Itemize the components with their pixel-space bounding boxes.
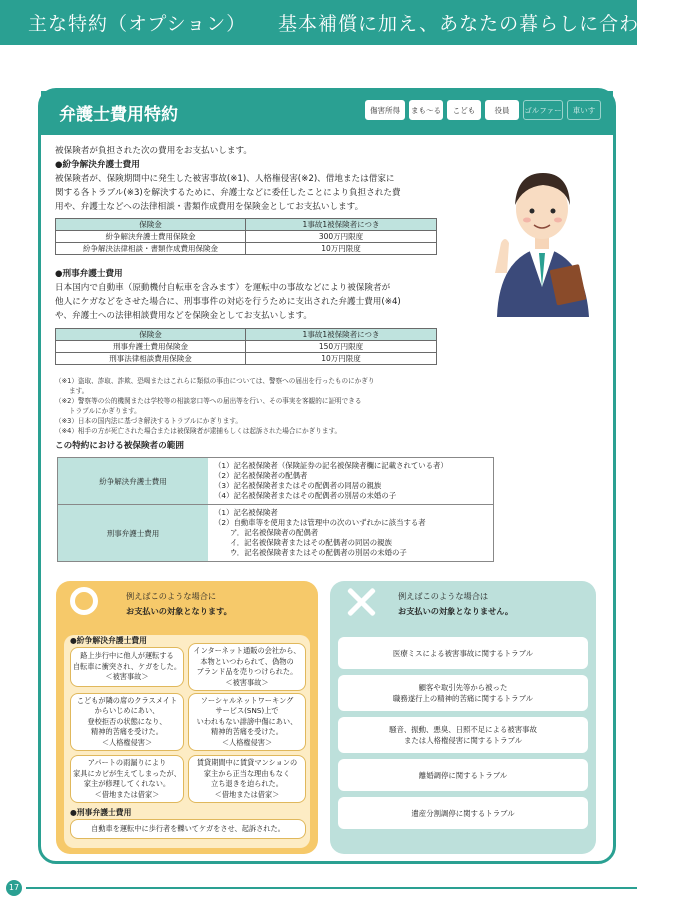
cross-icon	[346, 587, 376, 617]
table-header: 保険金	[56, 329, 246, 341]
scope-item: ウ．記名被保険者またはその配偶者の別居の未婚の子	[230, 548, 407, 557]
example-line: 路上歩行中に他人が運転する	[80, 651, 174, 661]
example-line: インターネット通販の会社から、	[193, 646, 301, 655]
covered-example	[70, 755, 184, 803]
tag-6: 車いす	[567, 100, 601, 120]
not-covered-heading	[398, 589, 588, 619]
scope-item: （3）記名被保険者またはその配偶者の同居の親族	[214, 481, 382, 490]
example-line: こどもが隣の席のクラスメイト	[76, 695, 178, 705]
section2-table	[55, 328, 437, 365]
example-line: ブランド品を売りつけられた。	[196, 667, 298, 676]
covered-sub-criminal: ●刑事弁護士費用	[70, 808, 132, 817]
top-banner	[0, 0, 699, 45]
covered-example	[188, 643, 306, 691]
covered-examples-panel	[56, 581, 318, 854]
footer-rule	[26, 887, 637, 889]
table-cell: 300万円限度	[246, 231, 437, 243]
table-header: 保険金	[56, 219, 246, 231]
table-cell: 150万円限度	[246, 341, 437, 353]
scope-label: 刑事弁護士費用	[58, 505, 208, 561]
not-covered-item	[338, 759, 588, 791]
scope-row	[58, 458, 493, 505]
scope-item: （4）記名被保険者またはその配偶者の別居の未婚の子	[214, 491, 397, 500]
not-covered-item	[338, 675, 588, 711]
item-line: 顧客や取引先等から被った	[418, 683, 508, 692]
example-line: 家主が修理してくれない。	[83, 779, 171, 788]
section1-table	[55, 218, 437, 255]
scope-item: （2）記名被保険者の配偶者	[214, 471, 308, 480]
example-line: 登校拒否の状態になり、	[87, 716, 167, 726]
section1-line: 被保険者が、保険期間中に発生した被害事故(※1)、人格権侵害(※2)、借地または借家に	[55, 174, 395, 184]
example-line: 立ち退きを迫られた。	[211, 779, 283, 788]
not-covered-heading-line1: 例えばこのような場合は	[398, 591, 489, 601]
banner-title: 主な特約（オプション）	[28, 13, 247, 35]
table-header: 1事故1被保険者につき	[246, 219, 437, 231]
footnote: （※4）相手の方が死亡された場合または被保険者が逮捕もしくは起訴された場合にかぎります。	[55, 427, 342, 435]
scope-heading: この特約における被保険者の範囲	[55, 441, 184, 451]
example-line: ＜人格権侵害＞	[221, 737, 273, 747]
covered-example	[188, 755, 306, 803]
scope-item: ア．記名被保険者の配偶者	[230, 528, 319, 537]
card-title: 弁護士費用特約	[59, 105, 178, 125]
example-line: 精神的苦痛を受けた。	[91, 727, 163, 737]
section1-heading: ●紛争解決弁護士費用	[55, 160, 140, 170]
example-line: ＜人格権侵害＞	[101, 737, 153, 747]
example-line: 本物といつわられて、偽物の	[200, 656, 294, 666]
tag-5: ゴルファー	[523, 100, 563, 120]
not-covered-item	[338, 717, 588, 753]
not-covered-item	[338, 637, 588, 669]
scope-item: （2）自動車等を使用または管理中の次のいずれかに該当する者	[214, 518, 426, 527]
footnote: （※2）警察等の公的機関または学校等の相談窓口等への届出等を行い、その事実を客観的に証明できる	[55, 397, 362, 405]
tag-3: こども	[447, 100, 481, 120]
example-line: サービス(SNS)上で	[215, 706, 279, 716]
not-covered-heading-line2: お支払いの対象となりません。	[398, 606, 514, 616]
example-line: 精神的苦痛を受けた。	[211, 727, 283, 737]
example-line: いわれもない誹謗中傷にあい、	[196, 716, 298, 726]
scope-item: イ．記名被保険者またはその配偶者の同居の親族	[230, 538, 392, 547]
table-cell: 10万円限度	[246, 353, 437, 365]
item-line: 医療ミスによる被害事故に関するトラブル	[392, 648, 534, 658]
item-line: 職務遂行上の精神的苦痛に関するトラブル	[392, 694, 534, 703]
example-line: ソーシャルネットワーキング	[200, 695, 294, 705]
scope-row	[58, 505, 493, 561]
table-cell: 紛争解決弁護士費用保険金	[56, 231, 246, 243]
card-header	[41, 91, 613, 135]
scope-label: 紛争解決弁護士費用	[58, 458, 208, 504]
table-cell: 10万円限度	[246, 243, 437, 255]
section1-line: 用や、弁護士などへの法律相談・書類作成費用を保険金としてお支払いします。	[55, 202, 364, 212]
section2-line: 他人にケガなどをさせた場合に、刑事事件の対応を行うために支出された弁護士費用(※4)	[55, 297, 401, 307]
section1-line: 関する各トラブル(※3)を解決するために、弁護士などに委任したことにより負担された費	[55, 188, 401, 198]
table-cell: 刑事法律相談費用保険金	[56, 353, 246, 365]
tag-4: 役員	[485, 100, 519, 120]
footnote: ます。	[69, 387, 89, 395]
tag-1: 傷害所得	[365, 100, 405, 120]
table-cell: 紛争解決法律相談・書類作成費用保険金	[56, 243, 246, 255]
example-line: ＜借地または借家＞	[214, 789, 280, 799]
example-line: からいじめにあい、	[94, 706, 160, 716]
covered-example	[188, 693, 306, 751]
rider-card	[38, 88, 616, 864]
circle-icon	[70, 587, 98, 615]
example-line: ＜被害事故＞	[105, 672, 149, 682]
page-number: 17	[6, 880, 22, 896]
scope-values	[208, 505, 493, 561]
insured-scope-table	[57, 457, 494, 562]
example-line: 賃貸期間中に賃貸マンションの	[196, 758, 298, 767]
footnote: （※3）日本の国内法に基づき解決するトラブルにかぎります。	[55, 417, 242, 425]
scope-item: （1）記名被保険者	[214, 508, 278, 517]
example-line: 自動車を運転中に歩行者を轢いてケガをさせ、起訴された。	[91, 823, 285, 833]
covered-heading	[126, 589, 306, 619]
lawyer-illustration	[487, 147, 597, 317]
tag-2: まも〜る	[409, 100, 443, 120]
covered-example	[70, 647, 184, 687]
section2-line: 日本国内で自動車（原動機付自転車を含みます）を運転中の事故などにより被保険者が	[55, 283, 391, 293]
table-cell: 刑事弁護士費用保険金	[56, 341, 246, 353]
item-line: 騒音、振動、悪臭、日照不足による被害事故	[389, 725, 537, 734]
scope-values	[208, 458, 493, 504]
banner-subtitle: 基本補償に加え、あなたの暮らしに合わせて、	[278, 13, 699, 35]
example-line: アパートの雨漏りにより	[87, 758, 167, 767]
covered-sub-dispute: ●紛争解決弁護士費用	[70, 636, 147, 645]
covered-heading-line2: お支払いの対象となります。	[126, 606, 232, 616]
not-covered-examples-panel	[330, 581, 596, 854]
section2-heading: ●刑事弁護士費用	[55, 269, 123, 279]
example-line: 家具にカビが生えてしまったが、	[73, 768, 181, 778]
covered-example	[70, 693, 184, 751]
table-header: 1事故1被保険者につき	[246, 329, 437, 341]
item-line: または人格権侵害に関するトラブル	[404, 736, 522, 745]
intro-text: 被保険者が負担された次の費用をお支払いします。	[55, 146, 252, 156]
footnote: トラブルにかぎります。	[69, 407, 141, 415]
covered-example-criminal	[70, 819, 306, 839]
section2-line: や、弁護士への法律相談費用などを保険金としてお支払いします。	[55, 311, 312, 321]
item-line: 離婚調停に関するトラブル	[418, 770, 508, 780]
covered-heading-line1: 例えばこのような場合に	[126, 591, 217, 601]
example-line: ＜被害事故＞	[225, 677, 269, 687]
scope-item: （1）記名被保険者（保険証券の記名被保険者欄に記載されている者）	[214, 461, 448, 470]
item-line: 遺産分割調停に関するトラブル	[411, 808, 515, 818]
covered-examples-inner	[64, 635, 310, 848]
not-covered-item	[338, 797, 588, 829]
example-line: 家主から正当な理由もなく	[203, 768, 291, 778]
example-line: 自転車に衝突され、ケガをした。	[72, 661, 182, 671]
example-line: ＜借地または借家＞	[94, 789, 160, 799]
footnote: （※1）盗取、詐取、詐欺、恐喝またはこれらに類似の事由については、警察への届出を行ったものにかぎり	[55, 377, 375, 385]
